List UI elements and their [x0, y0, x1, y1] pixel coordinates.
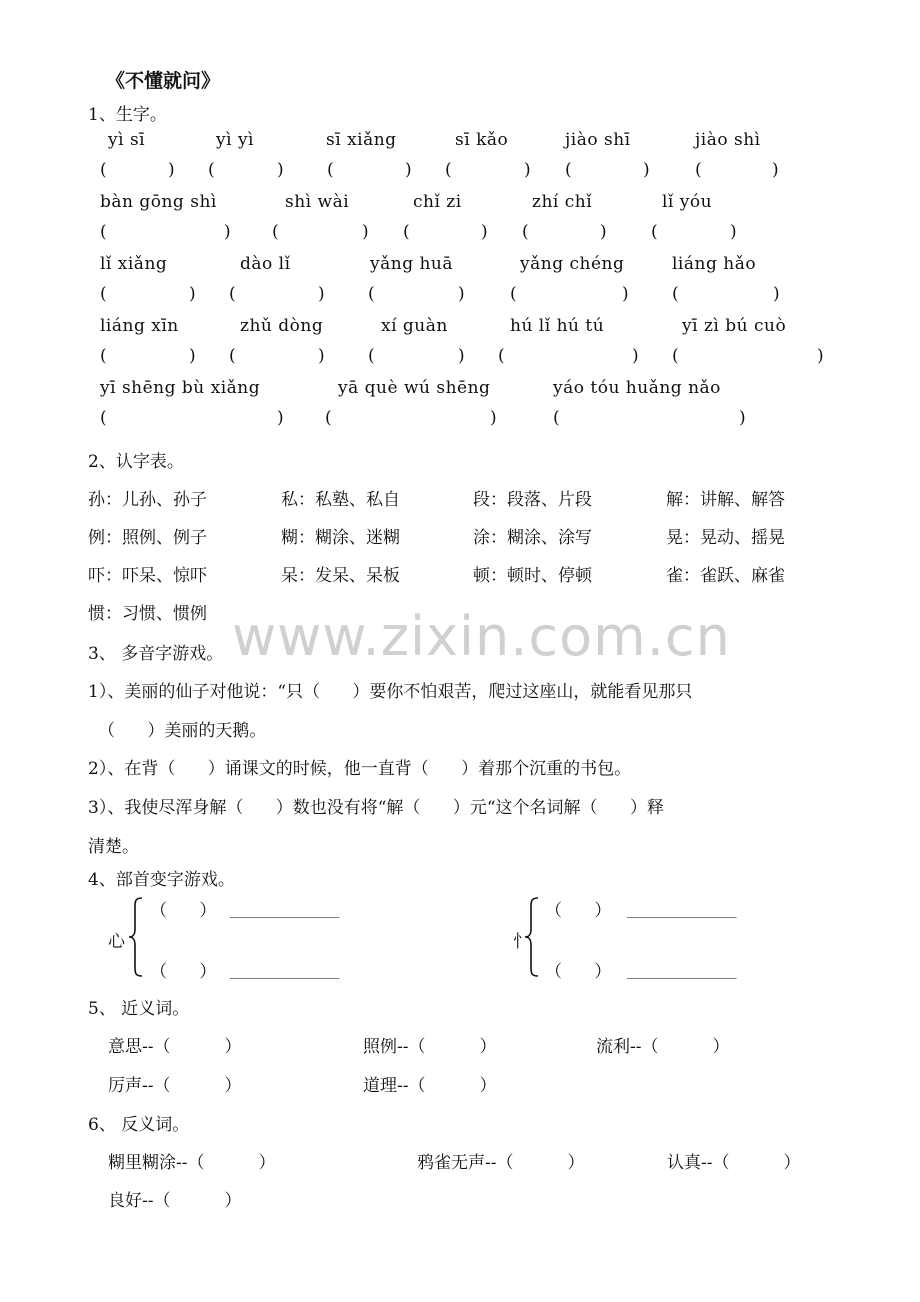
pinyin-item: chǐ zi: [413, 192, 462, 212]
exercise-line: 2）、在背（ ）诵课文的时候，他一直背（ ）着那个沉重的书包。: [88, 759, 632, 779]
answer-paren-close: ): [189, 284, 196, 304]
answer-paren-close: ): [643, 160, 650, 180]
char-entry: 顿：顿时、停顿: [473, 566, 592, 586]
char-entry: 雀：雀跃、麻雀: [666, 566, 785, 586]
antonym-item: 糊里糊涂--（ ）: [108, 1153, 276, 1173]
answer-paren-close: ): [490, 408, 497, 428]
answer-paren-open: (: [553, 408, 560, 428]
answer-paren-open: (: [403, 222, 410, 242]
synonym-item: 厉声--（ ）: [108, 1076, 242, 1096]
answer-paren-open: (: [368, 346, 375, 366]
pinyin-item: zhǔ dòng: [240, 316, 324, 336]
answer-paren-close: ): [277, 160, 284, 180]
char-entry: 私：私塾、私自: [281, 490, 400, 510]
pinyin-item: yī shēng bù xiǎng: [100, 378, 261, 398]
watermark: www.zixin.com.cn: [232, 605, 731, 668]
synonym-item: 意思--（ ）: [108, 1037, 242, 1057]
answer-paren-close: ): [405, 160, 412, 180]
answer-paren-open: (: [672, 284, 679, 304]
pinyin-item: yì yì: [216, 130, 254, 150]
answer-paren-open: (: [229, 346, 236, 366]
radical-xin: 心: [108, 932, 125, 952]
char-entry: 呆：发呆、呆板: [281, 566, 400, 586]
char-entry: 糊：糊涂、迷糊: [281, 528, 400, 548]
antonym-item: 良好--（ ）: [108, 1191, 242, 1211]
section-5-heading: 5、 近义词。: [88, 999, 190, 1019]
pinyin-item: hú lǐ hú tú: [510, 316, 605, 336]
answer-paren-open: (: [498, 346, 505, 366]
answer-paren-close: ): [277, 408, 284, 428]
exercise-line: 1）、美丽的仙子对他说：“只（ ）要你不怕艰苦，爬过这座山，就能看见那只: [88, 682, 693, 702]
pinyin-item: sī kǎo: [455, 130, 509, 150]
answer-paren-close: ): [524, 160, 531, 180]
answer-paren-open: (: [229, 284, 236, 304]
answer-paren-close: ): [622, 284, 629, 304]
pinyin-item: sī xiǎng: [326, 130, 397, 150]
answer-paren-close: ): [772, 160, 779, 180]
answer-paren-open: (: [695, 160, 702, 180]
answer-slot: （ ）: [150, 901, 217, 921]
answer-paren-close: ): [730, 222, 737, 242]
answer-paren-close: ): [318, 284, 325, 304]
char-entry: 例：照例、例子: [88, 528, 207, 548]
answer-paren-close: ): [362, 222, 369, 242]
exercise-line: 清楚。: [88, 837, 139, 857]
pinyin-item: jiào shī: [565, 130, 631, 150]
pinyin-item: bàn gōng shì: [100, 192, 217, 212]
pinyin-item: liáng hǎo: [672, 254, 757, 274]
answer-paren-close: ): [189, 346, 196, 366]
answer-paren-close: ): [773, 284, 780, 304]
answer-paren-open: (: [100, 408, 107, 428]
pinyin-item: jiào shì: [695, 130, 761, 150]
answer-blank-line: _____________: [230, 963, 340, 979]
answer-paren-open: (: [672, 346, 679, 366]
char-entry: 解：讲解、解答: [666, 490, 785, 510]
answer-paren-open: (: [100, 346, 107, 366]
answer-paren-open: (: [100, 160, 107, 180]
antonym-item: 鸦雀无声--（ ）: [417, 1153, 585, 1173]
answer-paren-close: ): [224, 222, 231, 242]
char-entry: 惯：习惯、惯例: [88, 604, 207, 624]
answer-paren-close: ): [632, 346, 639, 366]
char-entry: 吓：吓呆、惊吓: [88, 566, 207, 586]
answer-paren-close: ): [458, 346, 465, 366]
answer-paren-open: (: [368, 284, 375, 304]
pinyin-item: yī zì bú cuò: [682, 316, 787, 336]
answer-paren-open: (: [445, 160, 452, 180]
answer-paren-close: ): [458, 284, 465, 304]
section-2-heading: 2、认字表。: [88, 452, 184, 472]
answer-paren-open: (: [327, 160, 334, 180]
exercise-line: （ ）美丽的天鹅。: [98, 721, 267, 741]
pinyin-item: lǐ xiǎng: [100, 254, 168, 274]
answer-blank-line: _____________: [627, 902, 737, 918]
pinyin-item: zhí chǐ: [532, 192, 593, 212]
answer-paren-open: (: [208, 160, 215, 180]
pinyin-item: yáo tóu huǎng nǎo: [553, 378, 721, 398]
synonym-item: 照例--（ ）: [363, 1037, 497, 1057]
answer-blank-line: _____________: [230, 902, 340, 918]
answer-slot: （ ）: [545, 901, 612, 921]
answer-paren-open: (: [510, 284, 517, 304]
answer-slot: （ ）: [150, 962, 217, 982]
page-title: 《不懂就问》: [106, 70, 221, 92]
section-3-heading: 3、 多音字游戏。: [88, 644, 224, 664]
pinyin-item: shì wài: [285, 192, 350, 212]
pinyin-item: yā què wú shēng: [338, 378, 491, 398]
section-4-heading: 4、部首变字游戏。: [88, 870, 235, 890]
answer-paren-open: (: [100, 222, 107, 242]
curly-brace-icon: [524, 896, 540, 978]
answer-paren-close: ): [600, 222, 607, 242]
answer-paren-open: (: [522, 222, 529, 242]
section-1-heading: 1、生字。: [88, 105, 167, 125]
pinyin-item: yǎng chéng: [520, 254, 625, 274]
answer-paren-close: ): [739, 408, 746, 428]
antonym-item: 认真--（ ）: [667, 1153, 801, 1173]
answer-blank-line: _____________: [627, 963, 737, 979]
answer-paren-open: (: [100, 284, 107, 304]
pinyin-item: xí guàn: [381, 316, 448, 336]
radical-shuxin: 忄: [513, 932, 530, 952]
char-entry: 孙：儿孙、孙子: [88, 490, 207, 510]
answer-paren-open: (: [651, 222, 658, 242]
pinyin-item: yǎng huā: [370, 254, 454, 274]
answer-paren-close: ): [481, 222, 488, 242]
char-entry: 涂：糊涂、涂写: [473, 528, 592, 548]
pinyin-item: dào lǐ: [240, 254, 291, 274]
pinyin-item: yì sī: [108, 130, 146, 150]
section-6-heading: 6、 反义词。: [88, 1115, 190, 1135]
answer-slot: （ ）: [545, 962, 612, 982]
synonym-item: 道理--（ ）: [363, 1076, 497, 1096]
curly-brace-icon: [128, 896, 144, 978]
exercise-line: 3）、我使尽浑身解（ ）数也没有将“解（ ）元“这个名词解（ ）释: [88, 798, 664, 818]
char-entry: 晃：晃动、摇晃: [666, 528, 785, 548]
answer-paren-open: (: [565, 160, 572, 180]
answer-paren-close: ): [817, 346, 824, 366]
pinyin-item: liáng xīn: [100, 316, 179, 336]
pinyin-item: lǐ yóu: [662, 192, 713, 212]
synonym-item: 流利--（ ）: [596, 1037, 730, 1057]
answer-paren-open: (: [272, 222, 279, 242]
answer-paren-close: ): [318, 346, 325, 366]
answer-paren-open: (: [325, 408, 332, 428]
answer-paren-close: ): [168, 160, 175, 180]
char-entry: 段：段落、片段: [473, 490, 592, 510]
